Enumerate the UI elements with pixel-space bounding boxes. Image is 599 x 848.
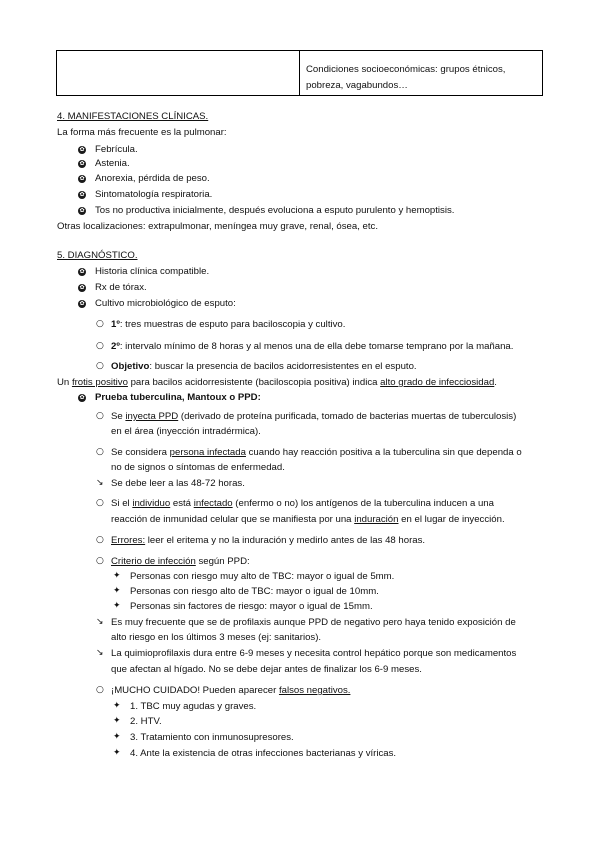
list-item: Astenia. [95,158,130,169]
dark-circle-bullet-icon: ✿ [79,207,85,214]
four-point-star-bullet-icon: ✦ [113,586,121,596]
hollow-circle-bullet-icon: ○ [96,685,104,695]
ppd-item-2-line2: no de signos o síntomas de enfermedad. [111,462,285,473]
sub-item-3 [111,361,417,373]
ppd-item-8-line2: que afectan al hígado. No se debe dejar antes de finalizar los 6-9 meses. [111,664,422,675]
ppd-underline: falsos negativos. [278,685,351,696]
list-item: Cultivo microbiológico de esputo: [95,298,236,309]
ppd-title: Prueba tuberculina, Mantoux o PPD: [95,392,261,403]
ppd-text: (enfermo o no) los antígenos de la tuberculina inducen a una [232,498,494,509]
ppd-text: está [170,498,194,509]
table-cell-text-line2: pobreza, vagabundos… [306,80,408,91]
ppd-underline: persona infectada [169,447,246,458]
hollow-circle-bullet-icon: ○ [96,341,104,351]
criterion-item: Personas con riesgo alto de TBC: mayor o igual de 10mm. [130,586,379,597]
dark-circle-bullet-icon: ✿ [79,394,85,401]
list-item: Febrícula. [95,144,138,155]
ppd-item-2-line1 [111,447,522,459]
false-negative-item: 4. Ante la existencia de otras infecciones bacterianas y víricas. [130,748,397,759]
frotis-underline: frotis positivo [71,377,128,388]
sub-item-2-text: : intervalo mínimo de 8 horas y al menos una de ella debe tomarse temprano por la mañana. [119,341,514,352]
ppd-underline: induración [354,514,399,525]
ppd-item-8-line1: La quimioprofilaxis dura entre 6-9 meses y necesita control hepático porque son medicamentos [111,648,517,659]
ppd-underline: individuo [132,498,171,509]
section-4-intro: La forma más frecuente es la pulmonar: [57,127,227,138]
hollow-circle-bullet-icon: ○ [96,411,104,421]
ppd-item-5 [111,535,425,547]
ppd-item-4-line1 [111,498,494,510]
ppd-text: en el lugar de inyección. [398,514,505,525]
sub-item-3-text: : buscar la presencia de bacilos acidorresistentes en el esputo. [149,361,417,372]
ppd-text: Si el [111,498,133,509]
ppd-item-6 [111,556,250,568]
four-point-star-bullet-icon: ✦ [113,716,121,726]
section-5-title: 5. DIAGNÓSTICO. [57,250,138,261]
frotis-underline: alto grado de infecciosidad [380,377,495,388]
ppd-item-9 [111,685,350,697]
list-item: Anorexia, pérdida de peso. [95,173,210,184]
dark-circle-bullet-icon: ✿ [79,146,85,153]
criterion-item: Personas con riesgo muy alto de TBC: mayor o igual de 5mm. [130,571,395,582]
sub-item-1-text: : tres muestras de esputo para baciloscopia y cultivo. [119,319,346,330]
ppd-text: cuando hay reacción positiva a la tuberculina sin que dependa o [245,447,522,458]
dark-circle-bullet-icon: ✿ [79,300,85,307]
frotis-text: . [494,377,497,388]
dark-circle-bullet-icon: ✿ [79,175,85,182]
ppd-text: según PPD: [195,556,250,567]
hollow-circle-bullet-icon: ○ [96,361,104,371]
hollow-circle-bullet-icon: ○ [96,447,104,457]
list-item: Tos no productiva inicialmente, después evoluciona a esputo purulento y hemoptisis. [95,205,455,216]
four-point-star-bullet-icon: ✦ [113,701,121,711]
false-negative-item: 2. HTV. [130,716,162,727]
four-point-star-bullet-icon: ✦ [113,748,121,758]
section-4-other: Otras localizaciones: extrapulmonar, meníngea muy grave, renal, ósea, etc. [57,221,379,232]
sub-item-2-label: 2º [111,341,120,352]
ppd-item-7-line1: Es muy frecuente que se de profilaxis aunque PPD de negativo pero haya tenido exposición de [111,617,516,628]
false-negative-item: 3. Tratamiento con inmunosupresores. [130,732,294,743]
dark-circle-bullet-icon: ✿ [79,191,85,198]
top-table [56,50,543,96]
ppd-underline: inyecta PPD [125,411,179,422]
false-negative-item: 1. TBC muy agudas y graves. [130,701,257,712]
ppd-text: reacción de inmunidad celular que se manifiesta por una [111,514,355,525]
hollow-circle-bullet-icon: ○ [96,498,104,508]
ppd-underline: infectado [193,498,233,509]
sub-item-2 [111,341,513,353]
hollow-circle-bullet-icon: ○ [96,319,104,329]
sub-item-1 [111,319,345,331]
ppd-text: Se considera [111,447,170,458]
ppd-item-1-line2: en el área (inyección intradérmica). [111,426,261,437]
arrow-bullet-icon: ↘ [96,617,104,627]
section-4-title: 4. MANIFESTACIONES CLÍNICAS. [57,111,209,122]
hollow-circle-bullet-icon: ○ [96,535,104,545]
dark-circle-bullet-icon: ✿ [79,284,85,291]
ppd-underline: Errores: [111,535,146,546]
list-item: Historia clínica compatible. [95,266,210,277]
four-point-star-bullet-icon: ✦ [113,571,121,581]
frotis-paragraph [57,377,497,389]
table-cell-text-line1: Condiciones socioeconómicas: grupos étnicos, [306,64,506,75]
arrow-bullet-icon: ↘ [96,648,104,658]
sub-item-3-label: Objetivo [111,361,150,372]
table-cell-left [57,51,300,96]
frotis-text: Un [57,377,72,388]
ppd-text: Se [111,411,126,422]
ppd-text: leer el eritema y no la induración y medirlo antes de las 48 horas. [145,535,426,546]
ppd-item-7-line2: alto riesgo en los últimos 3 meses (ej: sanitarios). [111,632,322,643]
ppd-text: ¡MUCHO CUIDADO! Pueden aparecer [111,685,279,696]
arrow-bullet-icon: ↘ [96,478,104,488]
dark-circle-bullet-icon: ✿ [79,268,85,275]
criterion-item: Personas sin factores de riesgo: mayor o igual de 15mm. [130,601,373,612]
hollow-circle-bullet-icon: ○ [96,556,104,566]
ppd-text: (derivado de proteína purificada, tomado de bacterias muertas de tuberculosis) [178,411,517,422]
list-item: Rx de tórax. [95,282,147,293]
sub-item-1-label: 1º [111,319,120,330]
dark-circle-bullet-icon: ✿ [79,160,85,167]
ppd-item-4-line2 [111,514,505,526]
table-cell-right [300,51,543,96]
frotis-text: para bacilos acidorresistente (baciloscopia positiva) indica [127,377,381,388]
ppd-item-1-line1 [111,411,516,423]
list-item: Sintomatología respiratoria. [95,189,213,200]
ppd-item-3: Se debe leer a las 48-72 horas. [111,478,245,489]
four-point-star-bullet-icon: ✦ [113,732,121,742]
ppd-underline: Criterio de infección [111,556,196,567]
four-point-star-bullet-icon: ✦ [113,601,121,611]
